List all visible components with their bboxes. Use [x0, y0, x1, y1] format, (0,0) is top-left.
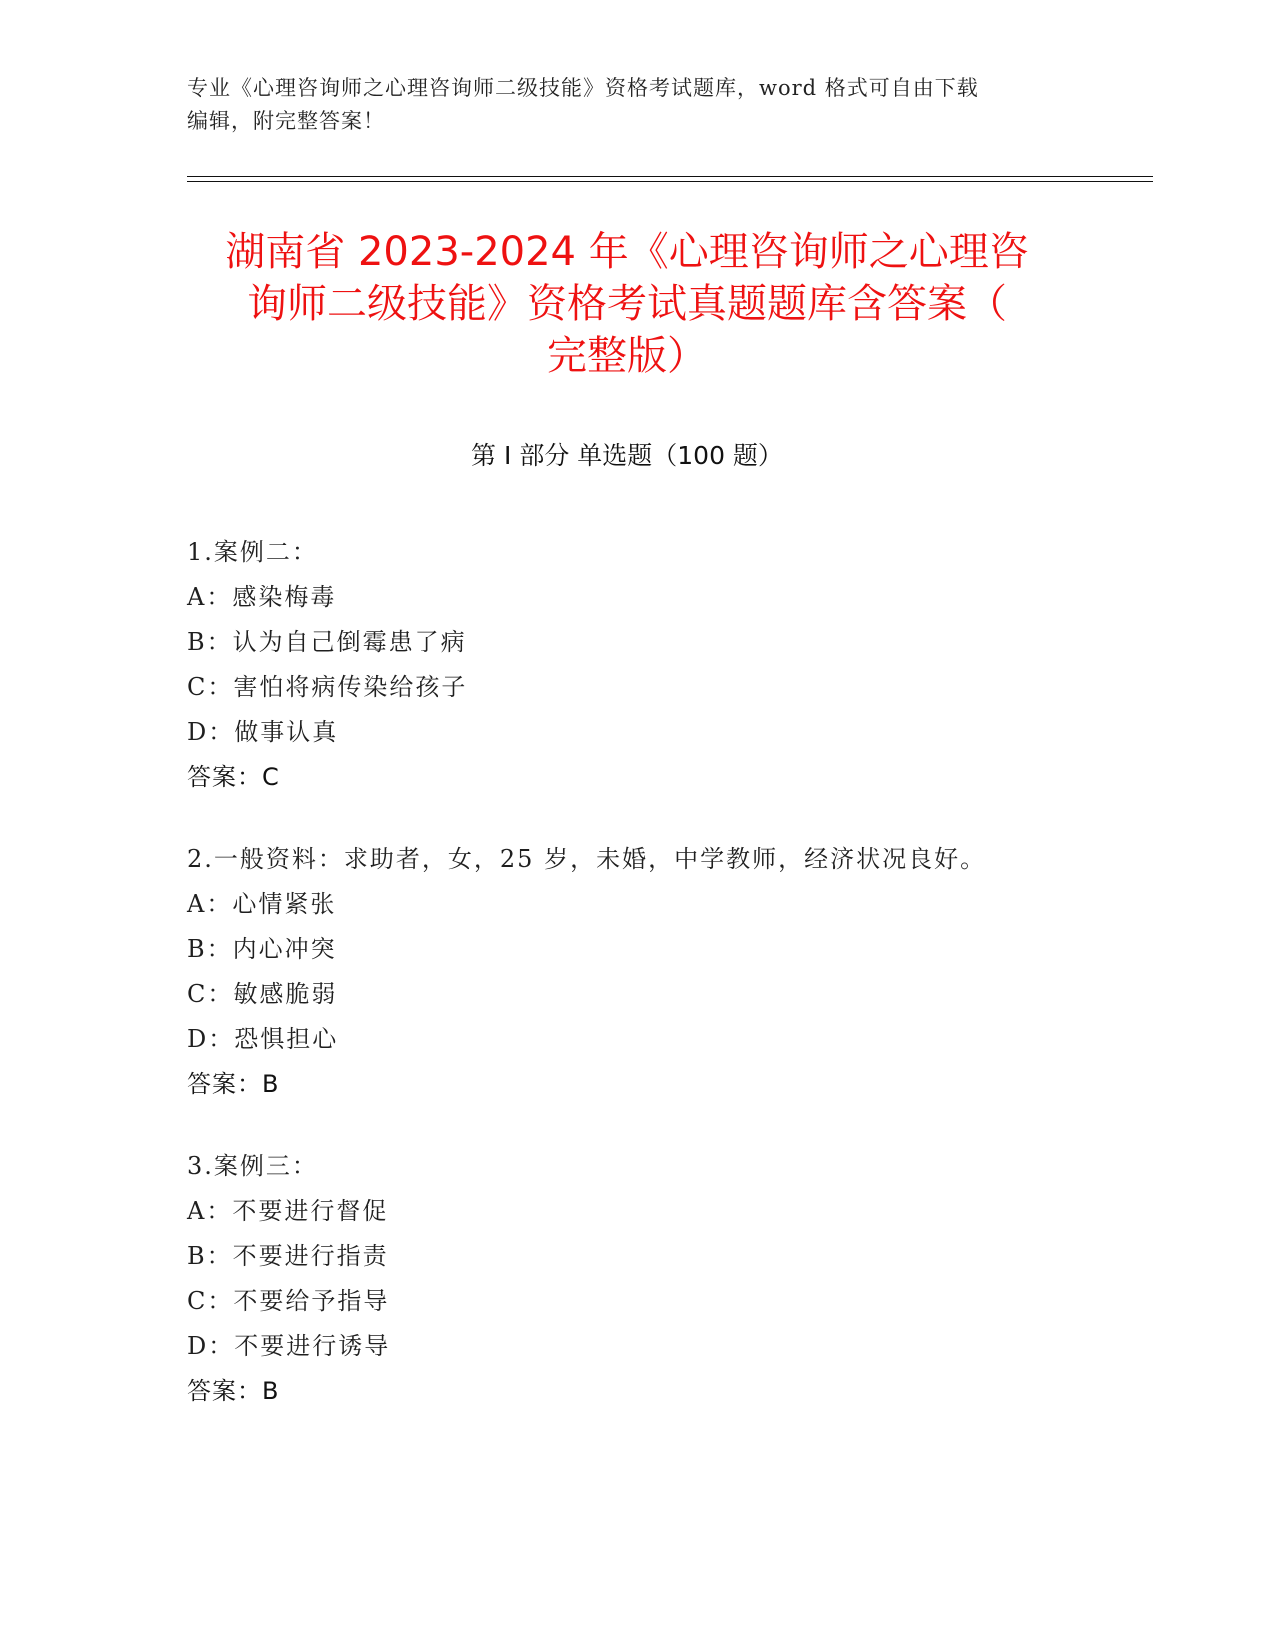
option-b: B：认为自己倒霉患了病 — [187, 628, 467, 656]
question-2 — [187, 837, 1087, 1107]
option-d: D：做事认真 — [187, 718, 339, 746]
document-title-line-3: 完整版） — [547, 333, 707, 379]
document-title-line-2: 询师二级技能》资格考试真题题库含答案（ — [247, 281, 1007, 327]
answer: 答案：C — [187, 763, 280, 791]
option-a: A：感染梅毒 — [187, 583, 337, 611]
question-1 — [187, 530, 1087, 800]
option-c: C：害怕将病传染给孩子 — [187, 673, 468, 701]
question-3 — [187, 1144, 1087, 1414]
option-c: C：不要给予指导 — [187, 1287, 390, 1315]
document-title — [187, 226, 1067, 382]
question-stem: 2.一般资料：求助者，女，25 岁，未婚，中学教师，经济状况良好。 — [187, 845, 987, 873]
option-b: B：不要进行指责 — [187, 1242, 389, 1270]
option-a: A：不要进行督促 — [187, 1197, 389, 1225]
header-divider-bottom — [187, 181, 1153, 182]
document-title-line-1: 湖南省 2023-2024 年《心理咨询师之心理咨 — [225, 229, 1029, 275]
section-title: 第 I 部分 单选题（100 题） — [471, 441, 783, 470]
header-note-line-2: 编辑，附完整答案！ — [187, 109, 385, 133]
option-d: D：恐惧担心 — [187, 1025, 339, 1053]
header-note — [187, 72, 1067, 138]
answer: 答案：B — [187, 1377, 280, 1405]
option-c: C：敏感脆弱 — [187, 980, 338, 1008]
option-b: B：内心冲突 — [187, 935, 337, 963]
question-stem: 1.案例二： — [187, 538, 318, 566]
option-a: A：心情紧张 — [187, 890, 337, 918]
question-list — [187, 530, 1087, 1451]
header-divider-top — [187, 176, 1153, 177]
header-note-line-1: 专业《心理咨询师之心理咨询师二级技能》资格考试题库，word 格式可自由下载 — [187, 76, 979, 100]
option-d: D：不要进行诱导 — [187, 1332, 391, 1360]
answer: 答案：B — [187, 1070, 280, 1098]
question-stem: 3.案例三： — [187, 1152, 318, 1180]
